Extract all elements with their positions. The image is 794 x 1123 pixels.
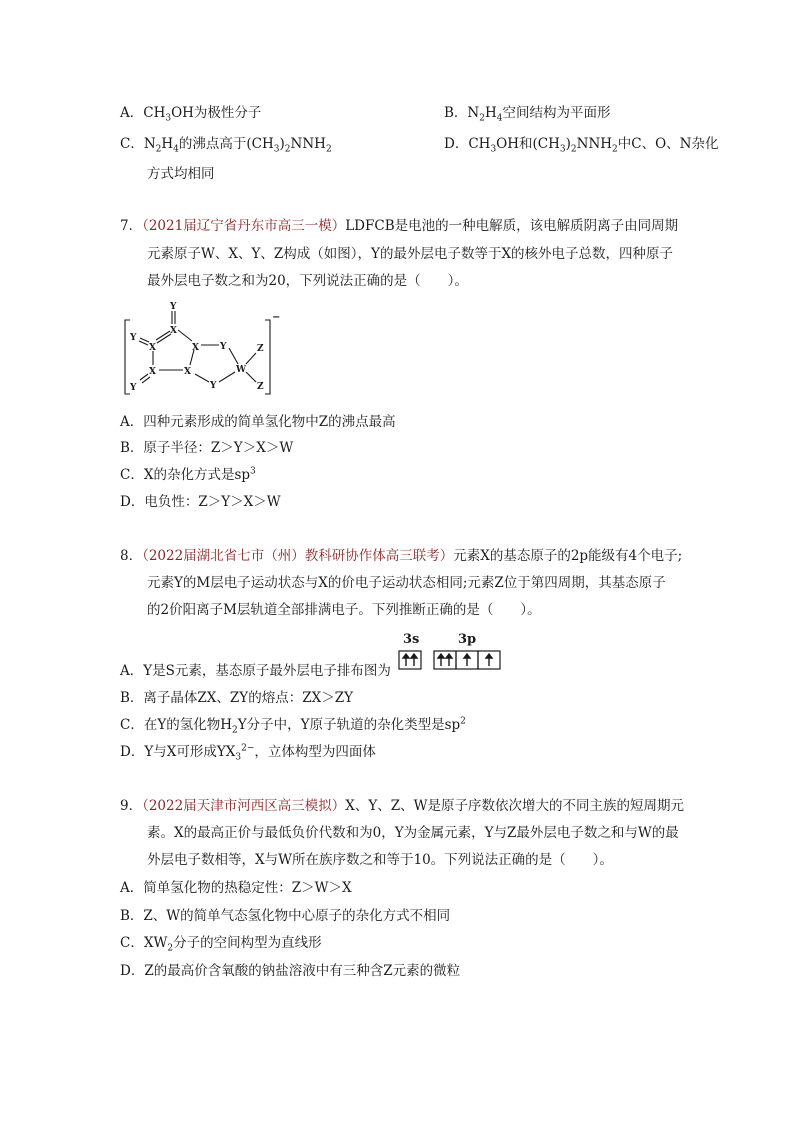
arrowhead: [464, 654, 470, 658]
arrowhead: [438, 654, 444, 658]
orbital-box-3s: [399, 651, 421, 669]
option-label: A．: [120, 663, 144, 679]
option-text: 原子半径：Z＞Y＞X＞W: [143, 440, 294, 456]
subscript: 2: [325, 144, 332, 155]
option-text: 四种元素形成的简单氢化物中Z的沸点最高: [143, 414, 396, 430]
option-text: Y是S元素，基态原子最外层电子排布图为: [143, 663, 391, 679]
option-text: 空间结构为平面形: [502, 105, 611, 121]
question-text: LDFCB是电池的一种电解质，该电解质阴离子由同周期: [345, 218, 679, 234]
q8-stem-line1: [120, 546, 682, 566]
q9-option-a: [120, 878, 352, 898]
option-text: NNH: [576, 136, 613, 152]
option-text: 分子的空间构型为直线形: [173, 935, 322, 951]
question-number: 8．: [120, 548, 143, 564]
option-label: C．: [120, 467, 144, 483]
option-label: D．: [444, 136, 469, 152]
subscript: 2: [284, 144, 291, 155]
atom-z-lower: Z: [257, 382, 264, 392]
option-text: NNH: [290, 136, 326, 152]
q8-option-d: [120, 742, 376, 762]
q7-option-c: [120, 465, 256, 485]
option-label: D．: [120, 744, 145, 760]
q6-option-d-cont: 方式均相同: [147, 166, 215, 182]
option-text: 电负性：Z＞Y＞X＞W: [144, 494, 281, 510]
atom-z-upper: Z: [257, 344, 264, 354]
option-text: 简单氢化物的热稳定性：Z＞W＞X: [143, 880, 352, 896]
bond: [139, 341, 148, 345]
q7-stem-line2: 元素原子W、X、Y、Z构成（如图），Y的最外层电子数等于X的核外电子总数，四种原子: [147, 246, 674, 262]
charge-sign: −: [272, 312, 281, 323]
option-text: CH: [143, 105, 166, 121]
option-label: C．: [120, 717, 144, 733]
subscript: 2: [479, 113, 485, 124]
option-label: D．: [120, 963, 145, 979]
bond: [140, 338, 149, 342]
subscript: 2: [570, 144, 577, 155]
q7-option-b: [120, 438, 293, 458]
atom-y-upper: Y: [220, 342, 227, 352]
q8-option-c: [120, 715, 466, 735]
option-text: N: [467, 105, 480, 121]
option-label: A．: [120, 414, 144, 430]
option-text: H: [484, 105, 497, 121]
option-text: 中C、O、N杂化: [617, 136, 719, 152]
arrowhead: [486, 654, 492, 658]
subscript: 3: [490, 144, 497, 155]
atom-y-top: Y: [170, 302, 177, 312]
arrowhead: [411, 654, 417, 658]
q9-option-d: [120, 961, 460, 981]
q6-option-c: [120, 134, 332, 154]
atom-x-right: X: [192, 343, 199, 353]
q9-option-b: [120, 906, 450, 926]
atom-w: W: [236, 365, 247, 375]
option-text: X的杂化方式是sp: [143, 467, 251, 483]
q9-stem-line2: 素。X的最高正价与最低负价代数和为0，Y为金属元素，Y与Z最外层电子数之和与W的最: [147, 825, 679, 841]
subscript: 2: [155, 144, 162, 155]
question-number: 9．: [120, 798, 143, 814]
option-label: B．: [444, 105, 468, 121]
q7-anion-structure-diagram: [118, 298, 288, 404]
option-label: B．: [120, 690, 144, 706]
q7-option-a: [120, 412, 396, 432]
q6-option-b: [444, 103, 610, 123]
orbital-box-3p-1: [434, 651, 456, 669]
q7-option-d: [120, 492, 281, 512]
option-label: A．: [120, 105, 144, 121]
arrowhead: [403, 654, 409, 658]
question-text: X、Y、Z、W是原子序数依次增大的不同主族的短周期元: [345, 798, 684, 814]
option-text: XW: [143, 935, 168, 951]
subscript: 4: [173, 144, 179, 155]
superscript: 2: [460, 716, 466, 727]
subscript: 2: [612, 144, 618, 155]
bond: [246, 353, 256, 364]
option-text: Z的最高价含氧酸的钠盐溶液中有三种含Z元素的微粒: [144, 963, 461, 979]
q6-option-d: [444, 134, 719, 154]
q9-stem-line1: [120, 796, 684, 816]
option-text: H: [161, 136, 174, 152]
subscript: 4: [496, 113, 503, 124]
q7-stem-line1: [120, 216, 678, 236]
bond: [229, 348, 238, 364]
option-label: B．: [120, 908, 144, 924]
atom-y-lower: Y: [210, 381, 217, 391]
option-text: Y分子中，Y原子轨道的杂化类型是sp: [237, 717, 461, 733]
option-text: N: [143, 136, 156, 152]
option-label: C．: [120, 935, 144, 951]
q8-stem-line2: 元素Y的M层电子运动状态与X的价电子运动状态相同;元素Z位于第四周期，其基态原子: [147, 575, 666, 591]
atom-y-left: Y: [130, 333, 137, 343]
question-number: 7．: [120, 218, 143, 234]
q8-option-b: [120, 688, 353, 708]
atom-x-top: X: [170, 326, 177, 336]
subscript: 3: [235, 752, 242, 763]
option-label: D．: [120, 494, 145, 510]
option-text: 在Y的氢化物H: [143, 717, 233, 733]
subscript: 2: [232, 725, 238, 736]
q9-option-c: [120, 933, 322, 953]
option-text: Y与X可形成YX: [144, 744, 236, 760]
superscript: 3: [250, 466, 256, 477]
option-label: C．: [120, 136, 144, 152]
option-label: B．: [120, 440, 144, 456]
question-text: 元素X的基态原子的2p能级有4个电子;: [453, 548, 683, 564]
question-source: （2022届天津市河西区高三模拟）: [142, 798, 346, 814]
option-text: Z、W的简单气态氢化物中心原子的杂化方式不相同: [143, 908, 451, 924]
atom-y-bottom: Y: [130, 383, 137, 393]
option-label: A．: [120, 880, 144, 896]
q8-stem-line3: 的2价阳离子M层轨道全部排满电子。下列推断正确的是（ ）。: [147, 602, 541, 618]
option-text: ): [565, 136, 571, 152]
option-text: OH为极性分子: [171, 105, 262, 121]
arrowhead: [446, 654, 452, 658]
orbital-label-3s: 3s: [403, 632, 420, 647]
orbital-label-3p: 3p: [458, 632, 477, 647]
question-source: （2021届辽宁省丹东市高三一模）: [142, 218, 346, 234]
atom-x-left: X: [149, 343, 156, 353]
subscript: 3: [273, 144, 280, 155]
q8-option-a: [120, 661, 391, 681]
option-text: CH: [468, 136, 491, 152]
question-source: （2022届湖北省七市（州）教科研协作体高三联考）: [142, 548, 454, 564]
subscript: 3: [559, 144, 566, 155]
option-text: 离子晶体ZX、ZY的熔点：ZX＞ZY: [143, 690, 353, 706]
q9-stem-line3: 外层电子数相等，X与W所在族序数之和等于10。下列说法正确的是（ ）。: [147, 852, 613, 868]
orbital-diagram: [396, 630, 508, 674]
subscript: 3: [165, 113, 172, 124]
bracket-right: [265, 320, 270, 394]
atom-x-lower-left: X: [149, 367, 156, 377]
bond: [178, 330, 192, 341]
bond: [195, 374, 209, 382]
q7-stem-line3: 最外层电子数之和为20，下列说法正确的是（ ）。: [147, 273, 468, 289]
bond: [246, 372, 256, 382]
option-text: ): [279, 136, 285, 152]
subscript: 2: [167, 943, 174, 954]
q6-option-a: [120, 103, 261, 123]
superscript: 2−: [241, 743, 255, 754]
atom-x-lower-right: X: [184, 367, 191, 377]
option-text: ，立体构型为四面体: [254, 744, 376, 760]
option-text: 的沸点高于(CH: [178, 136, 274, 152]
option-text: OH和(CH: [496, 136, 560, 152]
bond: [219, 372, 235, 382]
